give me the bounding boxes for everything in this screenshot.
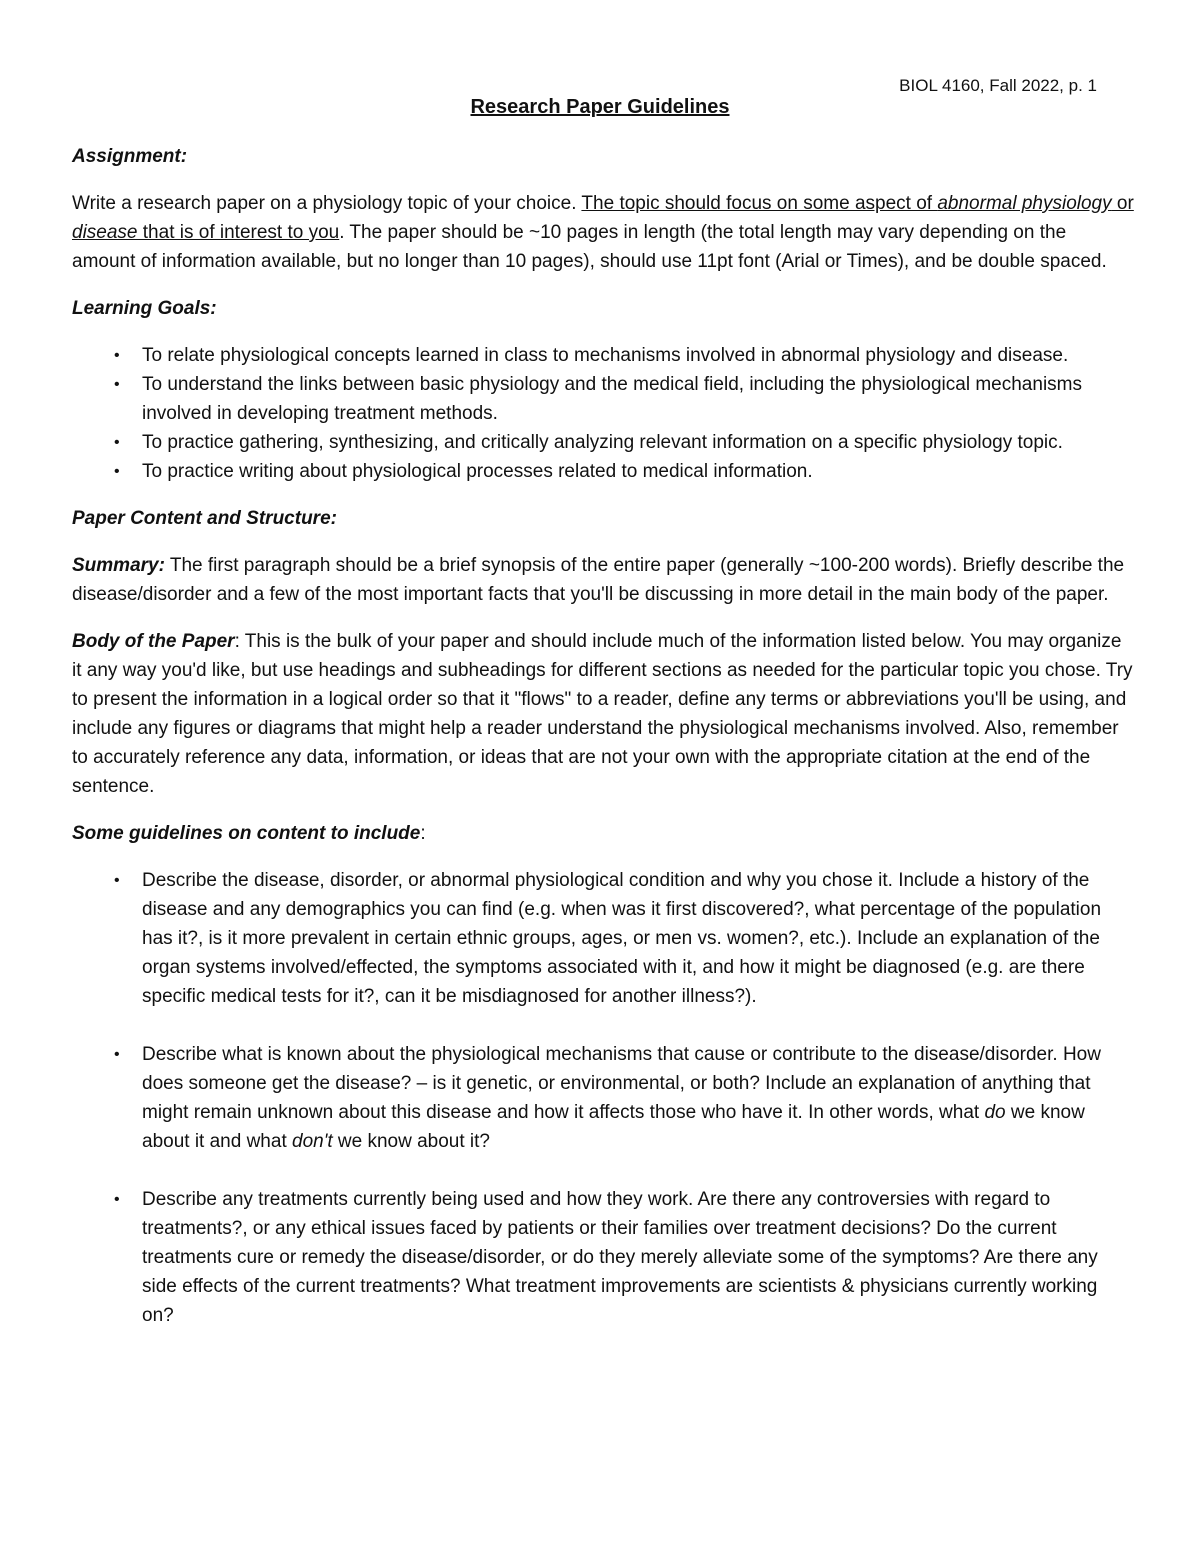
guidelines-heading-line bbox=[72, 819, 1134, 848]
list-item bbox=[72, 866, 1134, 1011]
list-item bbox=[72, 1040, 1134, 1156]
guideline-text: Describe any treatments currently being used and how they work. Are there any controversies with regard to treatments?, or any ethical issues faced by patients or their families over treatment decisions? Do the current treatments cure or remedy the disease/disorder, or do they merely alleviate some of the symptoms? Are there any side effects of the current treatments? What treatment improvements are scientists & physicians currently working on? bbox=[142, 1189, 1098, 1326]
guideline-emphasis-do: do bbox=[984, 1102, 1006, 1123]
list-item bbox=[72, 370, 1134, 428]
document-body bbox=[72, 142, 1134, 1348]
document-title: Research Paper Guidelines bbox=[470, 96, 730, 118]
bullet-icon: • bbox=[114, 1046, 120, 1063]
list-item bbox=[72, 428, 1134, 457]
assignment-text-2: . The paper should be ~10 pages in length (the total length may vary depending on the amount of information available, but no longer than 10 pages), should use 11pt font (Arial or Times), and be double spaced. bbox=[72, 222, 1107, 272]
body-text: : This is the bulk of your paper and should include much of the information listed below. You may organize it any way you'd like, but use headings and subheadings for different sections as needed for the particular topic you chose. Try to present the information in a logical order so that it "flows" to a reader, define any terms or abbreviations you'll be using, and include any figures or diagrams that might help a reader understand the physiological mechanisms involved. Also, remember to accurately reference any data, information, or ideas that are not your own with the appropriate citation at the end of the sentence. bbox=[72, 631, 1133, 797]
summary-label: Summary: bbox=[72, 555, 165, 576]
assignment-emphasis-disease: disease bbox=[72, 222, 138, 243]
guideline-text-a: Describe what is known about the physiological mechanisms that cause or contribute to the disease/disorder. How does someone get the disease? – is it genetic, or environmental, or both? Include an explanation of anything that might remain unknown about this disease and how it affects those who have it. In other words, what bbox=[142, 1044, 1101, 1123]
assignment-emphasis-abnormal: abnormal physiology bbox=[937, 193, 1112, 214]
assignment-paragraph bbox=[72, 189, 1134, 276]
guideline-text-c: we know about it and what bbox=[142, 1102, 1085, 1152]
summary-text: The first paragraph should be a brief synopsis of the entire paper (generally ~100-200 words). Briefly describe the disease/disorder and a few of the most important facts that you'll be discussing in more detail in the main body of the paper. bbox=[72, 555, 1125, 605]
bullet-icon: • bbox=[114, 463, 120, 480]
assignment-emphasis-2: that is of interest to you bbox=[137, 222, 340, 243]
assignment-heading: Assignment: bbox=[72, 146, 188, 167]
body-label: Body of the Paper bbox=[72, 631, 235, 652]
guideline-text-e: we know about it? bbox=[332, 1131, 490, 1152]
learning-goal-text: To practice writing about physiological processes related to medical information. bbox=[142, 461, 813, 482]
learning-goal-text: To practice gathering, synthesizing, and critically analyzing relevant information on a specific physiology topic. bbox=[142, 432, 1063, 453]
guidelines-heading: Some guidelines on content to include bbox=[72, 823, 421, 844]
bullet-icon: • bbox=[114, 1191, 120, 1208]
list-item bbox=[72, 341, 1134, 370]
learning-goal-text: To understand the links between basic physiology and the medical field, including the physiological mechanisms involved in developing treatment methods. bbox=[142, 374, 1082, 424]
guideline-text: Describe the disease, disorder, or abnormal physiological condition and why you chose it. Include a history of the disease and any demographics you can find (e.g. when was it first discovered?, what percentage of the population has it?, is it more prevalent in certain ethnic groups, ages, or men vs. women?, etc.). Include an explanation of the organ systems involved/effected, the symptoms associated with it, and how it might be diagnosed (e.g. are there specific medical tests for it?, can it be misdiagnosed for another illness?). bbox=[142, 870, 1102, 1007]
assignment-text-1: Write a research paper on a physiology topic of your choice. bbox=[72, 193, 582, 214]
assignment-emphasis-or: or bbox=[1111, 193, 1134, 214]
body-paragraph bbox=[72, 627, 1134, 801]
list-item bbox=[72, 457, 1134, 486]
bullet-icon: • bbox=[114, 376, 120, 393]
list-item bbox=[72, 1185, 1134, 1330]
page-header-course-ref: BIOL 4160, Fall 2022, p. 1 bbox=[899, 76, 1097, 95]
guideline-emphasis-dont: don't bbox=[292, 1131, 333, 1152]
structure-heading: Paper Content and Structure: bbox=[72, 508, 337, 529]
summary-paragraph bbox=[72, 551, 1134, 609]
learning-goals-heading: Learning Goals: bbox=[72, 298, 217, 319]
guidelines-list bbox=[72, 866, 1134, 1330]
bullet-icon: • bbox=[114, 434, 120, 451]
bullet-icon: • bbox=[114, 347, 120, 364]
bullet-icon: • bbox=[114, 872, 120, 889]
assignment-emphasis-1: The topic should focus on some aspect of bbox=[581, 193, 938, 214]
learning-goal-text: To relate physiological concepts learned in class to mechanisms involved in abnormal physiology and disease. bbox=[142, 345, 1069, 366]
learning-goals-list bbox=[72, 341, 1134, 486]
guidelines-heading-colon: : bbox=[420, 823, 426, 844]
